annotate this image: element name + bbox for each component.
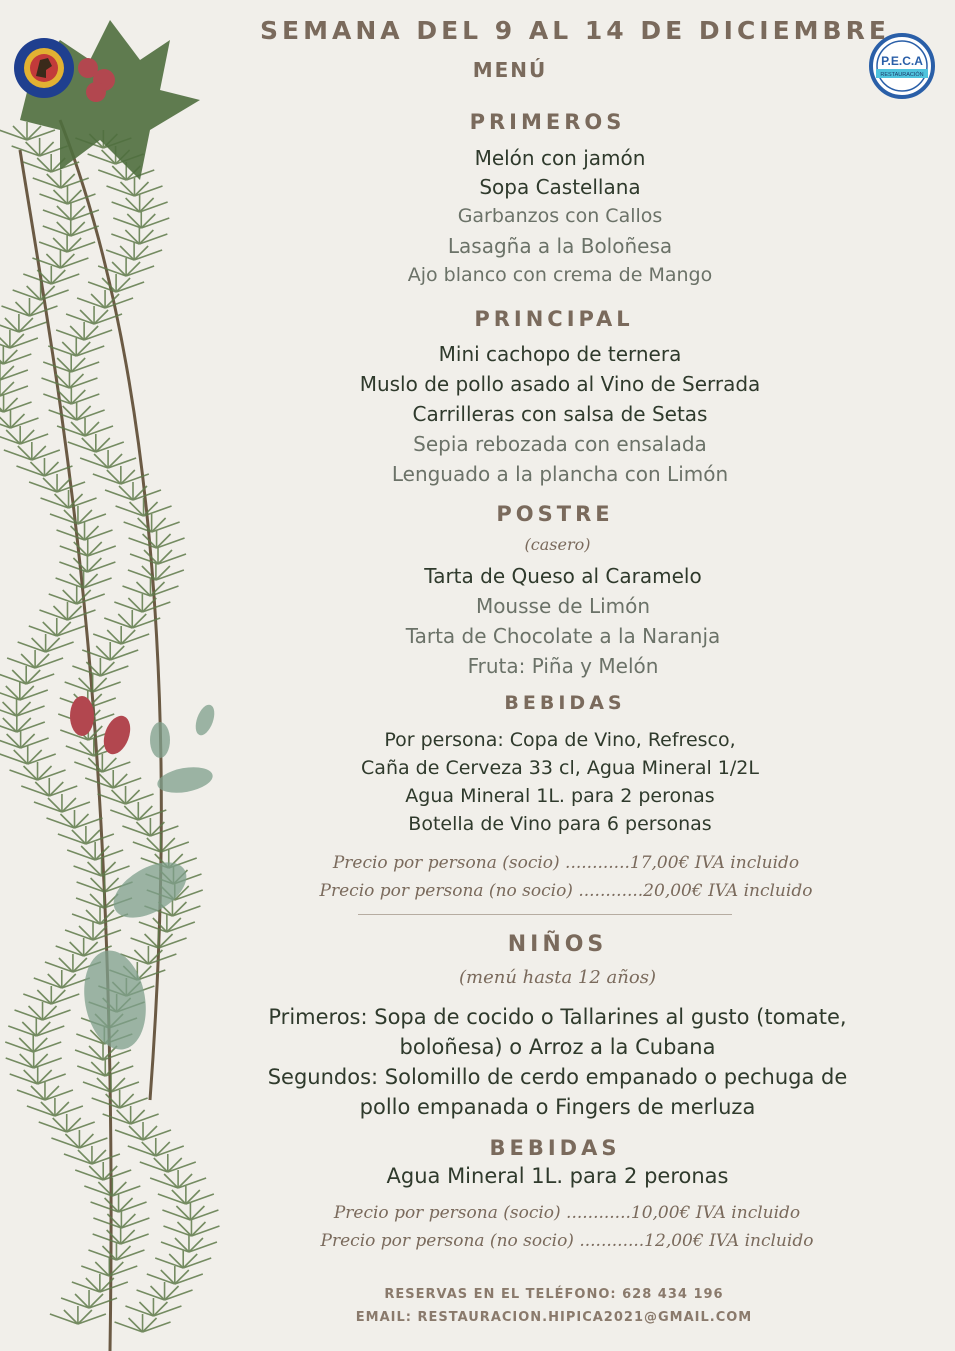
- principal-item: Carrilleras con salsa de Setas: [412, 402, 708, 426]
- ninos-note: (menú hasta 12 años): [459, 967, 656, 988]
- menu-label: MENÚ: [472, 58, 548, 82]
- postre-item: Mousse de Limón: [475, 594, 651, 618]
- week-title: SEMANA DEL 9 AL 14 DE DICIEMBRE: [260, 16, 890, 45]
- principal-item: Mini cachopo de ternera: [438, 342, 682, 366]
- price-kids-socio: Precio por persona (socio) ............10,00€ IVA incluido: [333, 1203, 801, 1223]
- primeros-item: Melón con jamón: [474, 146, 646, 170]
- peca-logo-text: P.E.C.A: [881, 54, 923, 68]
- ninos-line: boloñesa) o Arroz a la Cubana: [399, 1035, 716, 1059]
- ninos-line: pollo empanada o Fingers de merluza: [359, 1095, 756, 1119]
- bebidas-ninos-heading: BEBIDAS: [489, 1136, 621, 1160]
- footer-phone: RESERVAS EN EL TELÉFONO: 628 434 196: [384, 1287, 724, 1302]
- ninos-line: Segundos: Solomillo de cerdo empanado o pechuga de: [267, 1065, 848, 1089]
- price-adult-no-socio: Precio por persona (no socio) ............20,00€ IVA incluido: [319, 881, 813, 901]
- bebidas-item: Botella de Vino para 6 personas: [408, 813, 712, 835]
- section-divider: [358, 914, 732, 915]
- bebidas-heading: BEBIDAS: [504, 692, 626, 714]
- primeros-item: Sopa Castellana: [479, 175, 641, 199]
- price-adult-socio: Precio por persona (socio) ............17,00€ IVA incluido: [332, 853, 800, 873]
- principal-item: Lenguado a la plancha con Limón: [391, 462, 729, 486]
- price-kids-no-socio: Precio por persona (no socio) ............12,00€ IVA incluido: [320, 1231, 814, 1251]
- postre-item: Tarta de Chocolate a la Naranja: [405, 624, 721, 648]
- bebidas-item: Por persona: Copa de Vino, Refresco,: [384, 729, 736, 751]
- postre-heading: POSTRE: [496, 502, 614, 526]
- ninos-line: Primeros: Sopa de cocido o Tallarines al gusto (tomate,: [268, 1005, 847, 1029]
- club-logo: [12, 36, 76, 100]
- postre-item: Tarta de Queso al Caramelo: [424, 564, 702, 588]
- primeros-item: Garbanzos con Callos: [457, 205, 663, 227]
- ninos-heading: NIÑOS: [507, 932, 608, 957]
- bebidas-item: Caña de Cerveza 33 cl, Agua Mineral 1/2L: [361, 757, 759, 779]
- principal-item: Sepia rebozada con ensalada: [413, 432, 707, 456]
- primeros-item: Ajo blanco con crema de Mango: [407, 264, 713, 286]
- postre-item: Fruta: Piña y Melón: [467, 654, 659, 678]
- pine-garland-decoration: [0, 0, 240, 1351]
- postre-note: (casero): [524, 535, 591, 554]
- principal-item: Muslo de pollo asado al Vino de Serrada: [359, 372, 761, 396]
- primeros-heading: PRIMEROS: [469, 110, 626, 134]
- bebidas-ninos-item: Agua Mineral 1L. para 2 peronas: [386, 1164, 729, 1188]
- principal-heading: PRINCIPAL: [474, 307, 634, 331]
- peca-logo-subtext: RESTAURACIÓN: [880, 72, 924, 78]
- footer-email: EMAIL: RESTAURACION.HIPICA2021@GMAIL.COM: [355, 1310, 753, 1325]
- primeros-item: Lasagña a la Boloñesa: [447, 234, 673, 258]
- bebidas-item: Agua Mineral 1L. para 2 peronas: [405, 785, 715, 807]
